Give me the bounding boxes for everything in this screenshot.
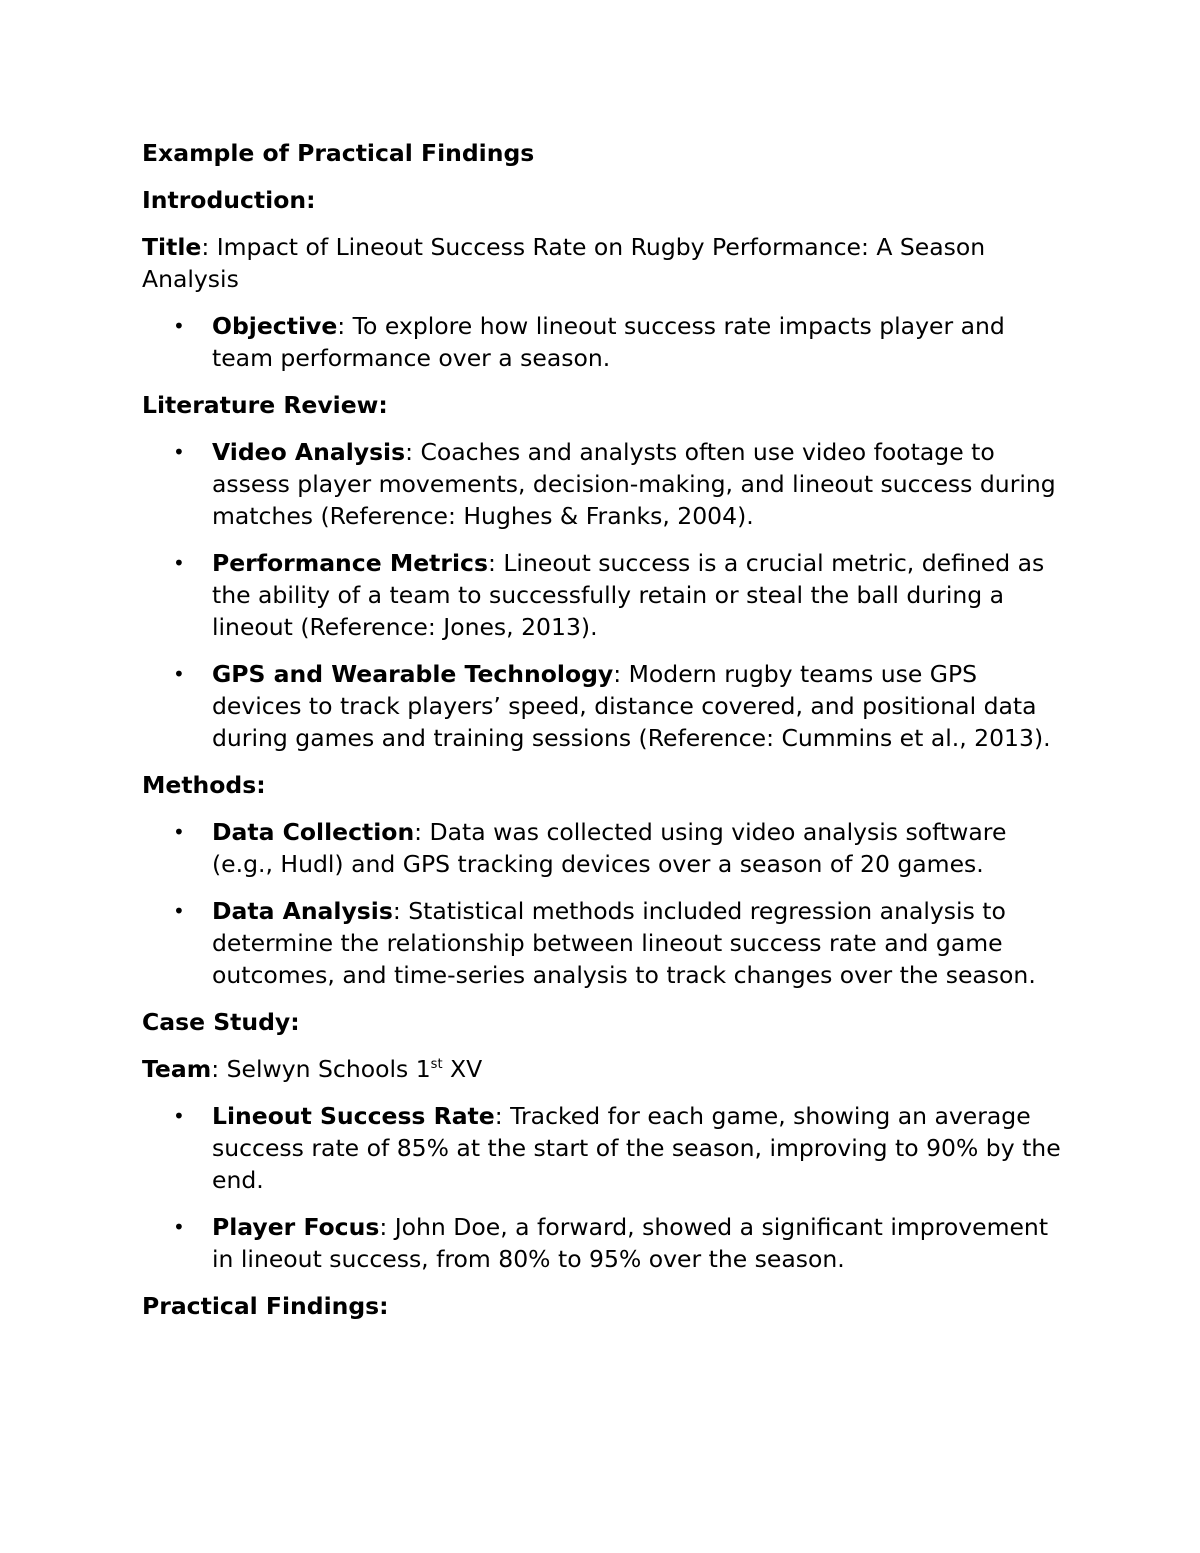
bullet-icon: • xyxy=(173,899,185,923)
list-item xyxy=(142,310,1072,374)
bullet-icon: • xyxy=(173,662,185,686)
item-text: : Modern rugby teams use GPS devices to track players’ speed, distance covered, and positional data during games and training sessions (Reference: Cummins et al., 2013). xyxy=(212,660,1051,752)
item-label: Objective xyxy=(212,312,338,340)
item-label: Player Focus xyxy=(212,1213,380,1241)
item-label: Video Analysis xyxy=(212,438,406,466)
title-paragraph xyxy=(142,231,1072,295)
list-item xyxy=(142,436,1072,532)
literature-review-heading: Literature Review: xyxy=(142,391,388,419)
bullet-icon: • xyxy=(173,1215,185,1239)
item-text: : Lineout success is a crucial metric, defined as the ability of a team to successfully retain or steal the ball during a lineout (Reference: Jones, 2013). xyxy=(212,549,1045,641)
list-item xyxy=(142,816,1072,880)
list-item xyxy=(142,547,1072,643)
team-label: Team xyxy=(142,1055,212,1083)
item-text: : Statistical methods included regression analysis to determine the relationship between lineout success rate and game outcomes, and time-series analysis to track changes over the season. xyxy=(212,897,1036,989)
bullet-icon: • xyxy=(173,440,185,464)
bullet-icon: • xyxy=(173,1104,185,1128)
list-item xyxy=(142,1211,1072,1275)
methods-list xyxy=(142,816,1072,991)
title-label: Title xyxy=(142,233,202,261)
team-superscript: st xyxy=(430,1057,443,1072)
item-label: Performance Metrics xyxy=(212,549,488,577)
bullet-icon: • xyxy=(173,314,185,338)
item-label: Data Collection xyxy=(212,818,415,846)
item-text: : Tracked for each game, showing an average success rate of 85% at the start of the season, improving to 90% by the end. xyxy=(212,1102,1061,1194)
item-text: : John Doe, a forward, showed a significant improvement in lineout success, from 80% to 95% over the season. xyxy=(212,1213,1049,1273)
case-study-heading: Case Study: xyxy=(142,1008,300,1036)
title-text: : Impact of Lineout Success Rate on Rugby Performance: A Season Analysis xyxy=(142,233,986,293)
introduction-list xyxy=(142,310,1072,374)
item-text: : Data was collected using video analysis software (e.g., Hudl) and GPS tracking devices over a season of 20 games. xyxy=(212,818,1007,878)
literature-review-list xyxy=(142,436,1072,754)
team-paragraph xyxy=(142,1053,1072,1085)
item-label: Lineout Success Rate xyxy=(212,1102,495,1130)
item-text: : To explore how lineout success rate impacts player and team performance over a season. xyxy=(212,312,1005,372)
item-label: Data Analysis xyxy=(212,897,393,925)
methods-heading: Methods: xyxy=(142,771,266,799)
case-study-list xyxy=(142,1100,1072,1275)
team-suffix: XV xyxy=(442,1055,483,1083)
document-page xyxy=(142,137,1072,1337)
bullet-icon: • xyxy=(173,551,185,575)
document-title: Example of Practical Findings xyxy=(142,139,535,167)
introduction-heading: Introduction: xyxy=(142,186,316,214)
list-item xyxy=(142,895,1072,991)
list-item xyxy=(142,1100,1072,1196)
bullet-icon: • xyxy=(173,820,185,844)
practical-findings-heading: Practical Findings: xyxy=(142,1292,389,1320)
item-label: GPS and Wearable Technology xyxy=(212,660,614,688)
list-item xyxy=(142,658,1072,754)
team-text: : Selwyn Schools 1 xyxy=(211,1055,431,1083)
item-text: : Coaches and analysts often use video footage to assess player movements, decision-making, and lineout success during matches (Reference: Hughes & Franks, 2004). xyxy=(212,438,1056,530)
